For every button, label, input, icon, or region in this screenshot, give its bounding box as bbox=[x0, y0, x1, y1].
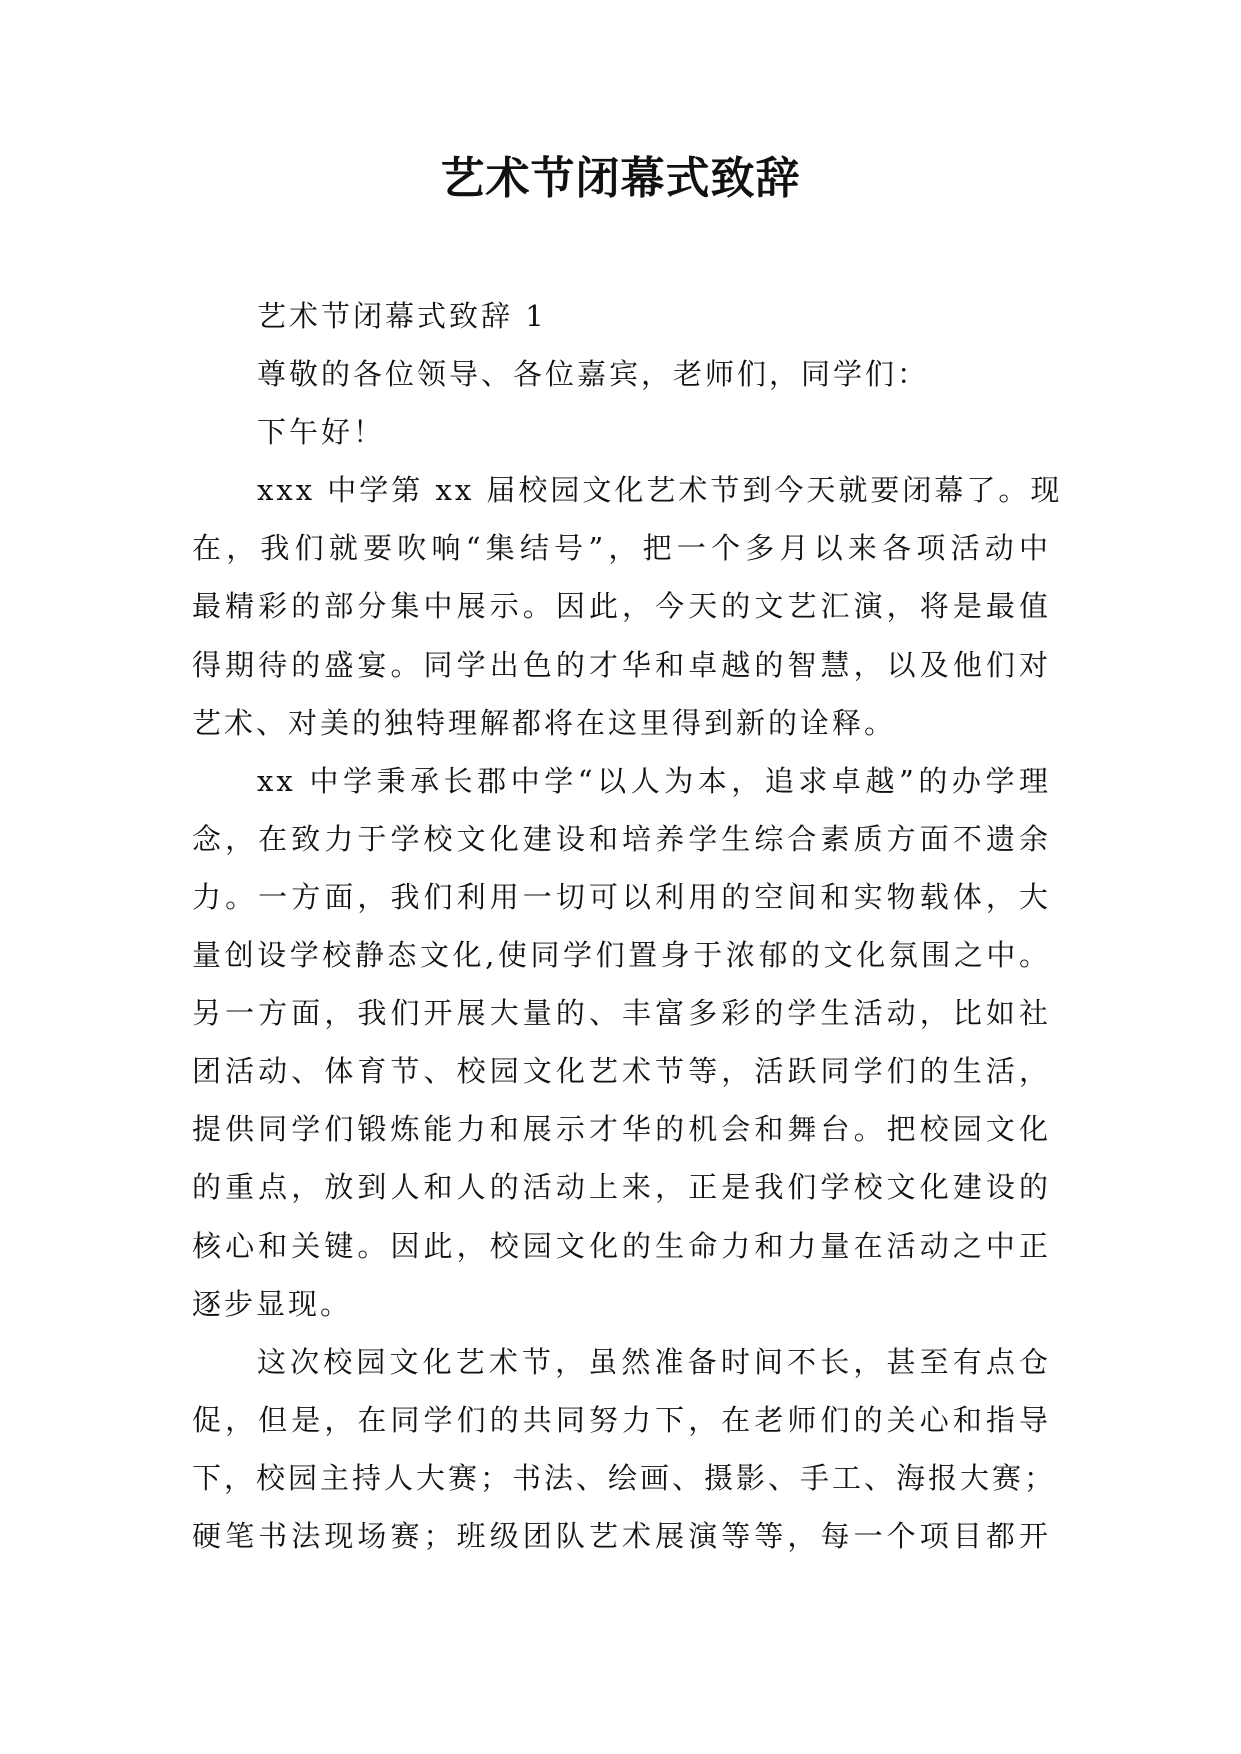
paragraph-line: 的重点，放到人和人的活动上来，正是我们学校文化建设的 bbox=[192, 1170, 1051, 1205]
paragraph-line: 促，但是，在同学们的共同努力下，在老师们的关心和指导 bbox=[192, 1402, 1051, 1437]
paragraph-line: 硬笔书法现场赛；班级团队艺术展演等等，每一个项目都开 bbox=[192, 1518, 1051, 1553]
greeting: 下午好！ bbox=[257, 415, 386, 450]
paragraph bbox=[192, 1333, 1057, 1565]
paragraph-line: 最精彩的部分集中展示。因此，今天的文艺汇演，将是最值 bbox=[192, 589, 1051, 624]
paragraph-line: 这次校园文化艺术节，虽然准备时间不长，甚至有点仓 bbox=[257, 1344, 1051, 1379]
paragraph-line: 得期待的盛宴。同学出色的才华和卓越的智慧，以及他们对 bbox=[192, 647, 1051, 682]
paragraph-line: xxx 中学第 xx 届校园文化艺术节到今天就要闭幕了。现 bbox=[257, 473, 1063, 508]
paragraph-line: 另一方面，我们开展大量的、丰富多彩的学生活动，比如社 bbox=[192, 996, 1051, 1031]
section-heading: 艺术节闭幕式致辞 1 bbox=[257, 299, 547, 333]
paragraph bbox=[192, 461, 1063, 751]
paragraph-line: xx 中学秉承长郡中学“以人为本，追求卓越”的办学理 bbox=[257, 763, 1051, 798]
paragraph-line: 在，我们就要吹响“集结号”，把一个多月以来各项活动中 bbox=[192, 531, 1051, 566]
paragraph bbox=[192, 752, 1051, 1333]
paragraph-line: 团活动、体育节、校园文化艺术节等，活跃同学们的生活， bbox=[192, 1054, 1051, 1089]
paragraph-line: 核心和关键。因此，校园文化的生命力和力量在活动之中正 bbox=[192, 1228, 1051, 1263]
document-title: 艺术节闭幕式致辞 bbox=[440, 153, 801, 204]
paragraph-line: 下，校园主持人大赛；书法、绘画、摄影、手工、海报大赛； bbox=[192, 1460, 1057, 1495]
paragraph-line: 念，在致力于学校文化建设和培养学生综合素质方面不遗余 bbox=[192, 821, 1051, 856]
paragraph-line: 提供同学们锻炼能力和展示才华的机会和舞台。把校园文化 bbox=[192, 1112, 1051, 1147]
document-body bbox=[192, 287, 1063, 1565]
salutation: 尊敬的各位领导、各位嘉宾，老师们，同学们： bbox=[257, 357, 930, 392]
paragraph-line: 量创设学校静态文化,使同学们置身于浓郁的文化氛围之中。 bbox=[192, 938, 1051, 973]
paragraph-line: 力。一方面，我们利用一切可以利用的空间和实物载体，大 bbox=[192, 879, 1051, 914]
paragraph-line: 艺术、对美的独特理解都将在这里得到新的诠释。 bbox=[192, 705, 897, 740]
paragraph-line: 逐步显现。 bbox=[192, 1286, 353, 1321]
